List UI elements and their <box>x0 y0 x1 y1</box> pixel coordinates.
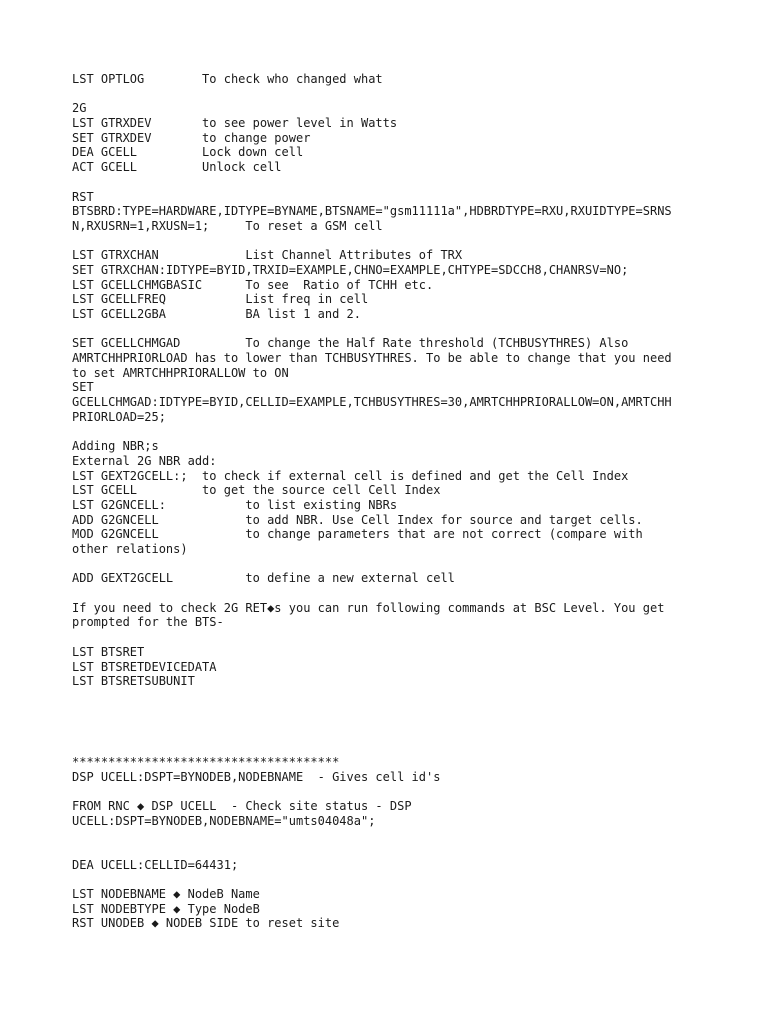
text-line: Adding NBR;s <box>72 439 159 454</box>
blank-line <box>72 322 712 337</box>
text-line: ACT GCELL Unlock cell <box>72 160 282 175</box>
document-body <box>72 72 712 931</box>
text-line: AMRTCHHPRIORLOAD has to lower than TCHBUSYTHRES. To be able to change that you need <box>72 351 672 366</box>
text-line: LST GTRXDEV to see power level in Watts <box>72 116 398 131</box>
text-line: 2G <box>72 101 87 116</box>
text-line: LST GCELLFREQ List freq in cell <box>72 292 369 307</box>
text-line: SET <box>72 380 94 395</box>
blank-line <box>72 234 712 249</box>
text-line: BTSBRD:TYPE=HARDWARE,IDTYPE=BYNAME,BTSNAME="gsm11111a",HDBRDTYPE=RXU,RXUIDTYPE=SRNS <box>72 204 672 219</box>
text-line: LST GTRXCHAN List Channel Attributes of TRX <box>72 248 463 263</box>
text-line: LST GCELL2GBA BA list 1 and 2. <box>72 307 361 321</box>
text-line: N,RXUSRN=1,RXUSN=1; To reset a GSM cell <box>72 218 383 233</box>
blank-line <box>72 872 712 887</box>
text-line: SET GTRXCHAN:IDTYPE=BYID,TRXID=EXAMPLE,CHNO=EXAMPLE,CHTYPE=SDCCH8,CHANRSV=NO; <box>72 262 629 277</box>
text-line: RST UNODEB ◆ NODEB SIDE to reset site <box>72 916 340 931</box>
text-line: DEA UCELL:CELLID=64431; <box>72 857 239 872</box>
blank-line <box>72 630 712 645</box>
blank-line <box>72 828 712 843</box>
text-line: LST GCELLCHMGBASIC To see Ratio of TCHH etc. <box>72 277 434 292</box>
text-line: ADD G2GNCELL to add NBR. Use Cell Index for source and target cells. <box>72 512 643 527</box>
blank-line <box>72 175 712 190</box>
text-line: LST OPTLOG To check who changed what <box>72 72 383 86</box>
text-line: LST BTSRETDEVICEDATA <box>72 659 217 674</box>
text-line: LST G2GNCELL: to list existing NBRs <box>72 497 398 512</box>
text-line: DSP UCELL:DSPT=BYNODEB,NODEBNAME - Gives cell id's <box>72 769 441 784</box>
text-line: LST BTSRET <box>72 644 145 659</box>
text-line: FROM RNC ◆ DSP UCELL - Check site status - DSP <box>72 798 412 813</box>
text-line: LST NODEBNAME ◆ NodeB Name <box>72 887 260 902</box>
text-line: to set AMRTCHHPRIORALLOW to ON <box>72 365 289 380</box>
blank-line <box>72 425 712 440</box>
text-line: ADD GEXT2GCELL to define a new external cell <box>72 571 455 586</box>
text-line: LST GCELL to get the source cell Cell Index <box>72 483 441 498</box>
text-line: RST <box>72 189 94 204</box>
text-line: SET GCELLCHMGAD To change the Half Rate threshold (TCHBUSYTHRES) Also <box>72 336 629 351</box>
text-line: PRIORLOAD=25; <box>72 409 166 424</box>
text-line: LST GEXT2GCELL:; to check if external cell is defined and get the Cell Index <box>72 468 629 483</box>
text-line: DEA GCELL Lock down cell <box>72 145 304 160</box>
blank-line <box>72 87 712 102</box>
text-line: If you need to check 2G RET◆s you can run following commands at BSC Level. You get <box>72 600 665 615</box>
text-line: UCELL:DSPT=BYNODEB,NODEBNAME="umts04048a"; <box>72 813 376 828</box>
text-line: prompted for the BTS- <box>72 615 224 630</box>
text-line: External 2G NBR add: <box>72 453 217 468</box>
text-line: other relations) <box>72 542 188 556</box>
blank-line <box>72 557 712 572</box>
blank-line <box>72 843 712 858</box>
text-line: LST NODEBTYPE ◆ Type NodeB <box>72 901 260 916</box>
blank-line <box>72 586 712 601</box>
text-line: LST BTSRETSUBUNIT <box>72 674 195 689</box>
text-line: GCELLCHMGAD:IDTYPE=BYID,CELLID=EXAMPLE,TCHBUSYTHRES=30,AMRTCHHPRIORALLOW=ON,AMRTCHH <box>72 395 672 410</box>
blank-line <box>72 689 712 755</box>
text-line: SET GTRXDEV to change power <box>72 130 311 145</box>
blank-line <box>72 784 712 799</box>
text-line: MOD G2GNCELL to change parameters that are not correct (compare with <box>72 527 643 542</box>
text-line: ************************************* <box>72 754 340 769</box>
